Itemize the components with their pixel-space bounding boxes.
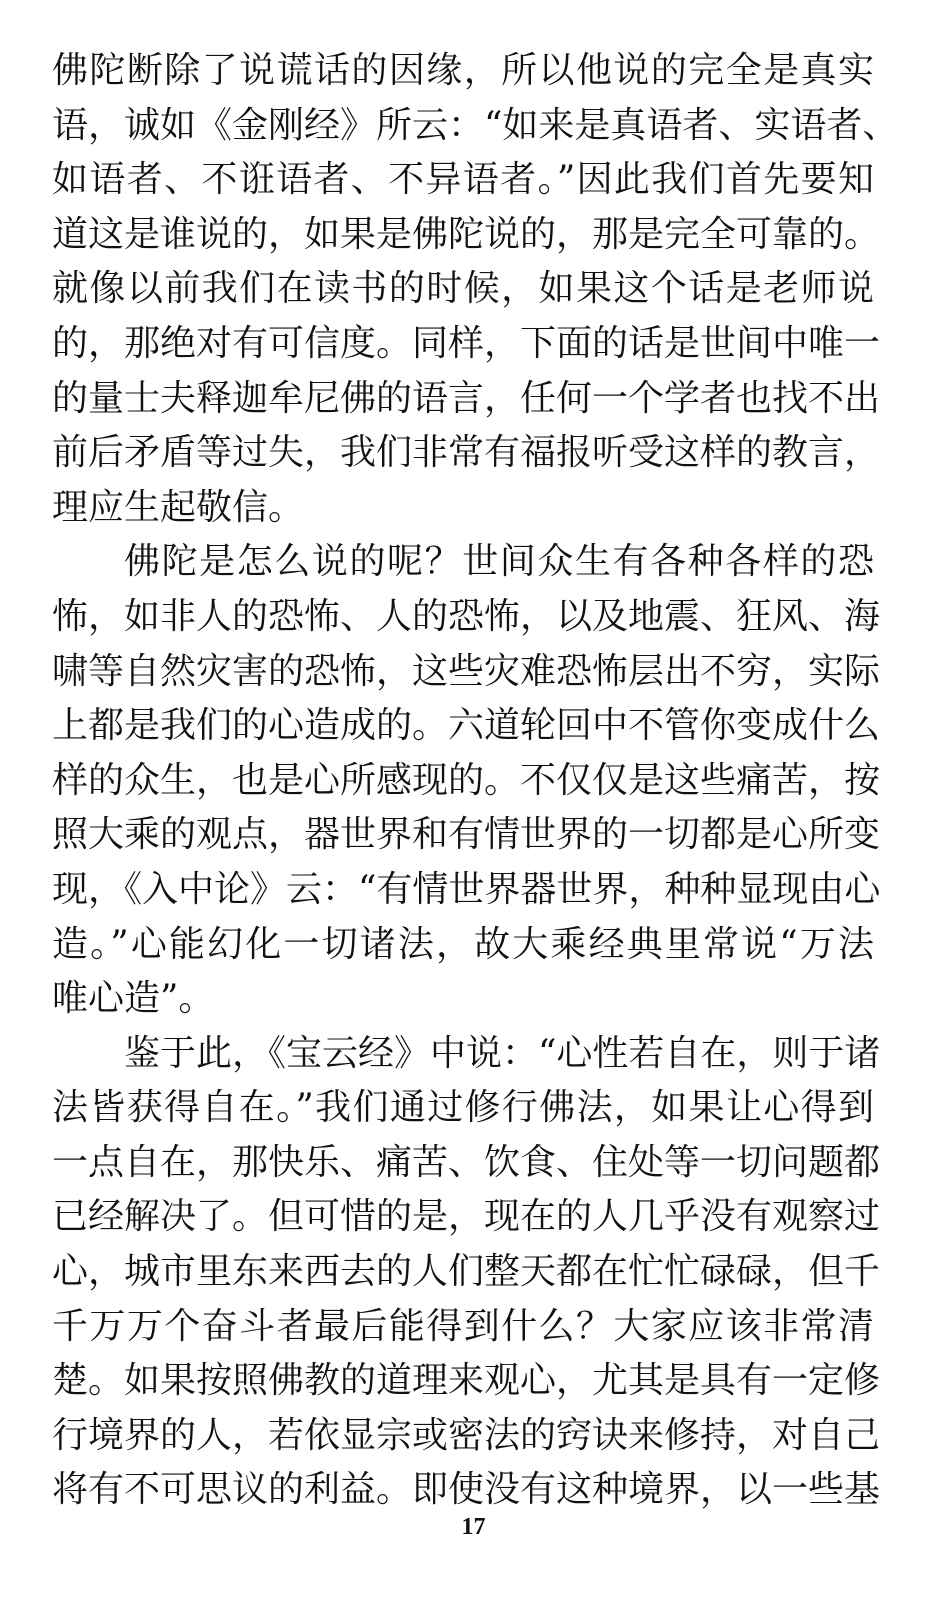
text-line: 现，《入中论》云：“有情世界器世界，种种显现由心 <box>52 868 881 910</box>
text-line: 样的众生，也是心所感现的。不仅仅是这些痛苦，按 <box>52 759 881 801</box>
text-line: 楚。如果按照佛教的道理来观心，尤其是具有一定修 <box>52 1360 881 1402</box>
text-line: 行境界的人，若依显宗或密法的窍诀来修持，对自己 <box>52 1414 881 1456</box>
text-line: 一点自在，那快乐、痛苦、饮食、住处等一切问题都 <box>52 1141 881 1183</box>
text-line: 造。”心能幻化一切诸法，故大乘经典里常说“万法 <box>52 923 874 965</box>
text-line: 如语者、不诳语者、不异语者。”因此我们首先要知 <box>52 159 874 201</box>
text-line: 的量士夫释迦牟尼佛的语言，任何一个学者也找不出 <box>52 377 881 419</box>
text-line: 语，诚如《金刚经》所云：“如来是真语者、实语者、 <box>52 104 899 146</box>
text-line: 就像以前我们在读书的时候，如果这个话是老师说 <box>52 268 874 310</box>
text-line: 唯心造”。 <box>52 978 215 1020</box>
text-line: 心，城市里东来西去的人们整天都在忙忙碌碌，但千 <box>52 1251 881 1293</box>
text-line: 法皆获得自在。”我们通过修行佛法，如果让心得到 <box>52 1087 874 1129</box>
text-line: 照大乘的观点，器世界和有情世界的一切都是心所变 <box>52 814 881 856</box>
text-line: 佛陀是怎么说的呢？世间众生有各种各样的恐 <box>124 541 874 583</box>
text-line: 将有不可思议的利益。即使没有这种境界，以一些基 <box>52 1469 881 1511</box>
text-line: 上都是我们的心造成的。六道轮回中不管你变成什么 <box>52 705 881 747</box>
text-line: 道这是谁说的，如果是佛陀说的，那是完全可靠的。 <box>52 213 881 255</box>
page-number: 17 <box>461 1514 486 1540</box>
body-text <box>52 44 899 1518</box>
text-line: 鉴于此，《宝云经》中说：“心性若自在，则于诸 <box>124 1032 881 1074</box>
text-line: 前后矛盾等过失，我们非常有福报听受这样的教言， <box>52 432 881 474</box>
text-line: 啸等自然灾害的恐怖，这些灾难恐怖层出不穷，实际 <box>52 650 881 692</box>
text-line: 怖，如非人的恐怖、人的恐怖，以及地震、狂风、海 <box>52 595 881 637</box>
text-line: 已经解决了。但可惜的是，现在的人几乎没有观察过 <box>52 1196 881 1238</box>
text-line: 理应生起敬信。 <box>52 486 305 528</box>
text-line: 的，那绝对有可信度。同样，下面的话是世间中唯一 <box>52 322 881 364</box>
text-line: 千万万个奋斗者最后能得到什么？大家应该非常清 <box>52 1305 874 1347</box>
text-line: 佛陀断除了说谎话的因缘，所以他说的完全是真实 <box>52 50 874 91</box>
